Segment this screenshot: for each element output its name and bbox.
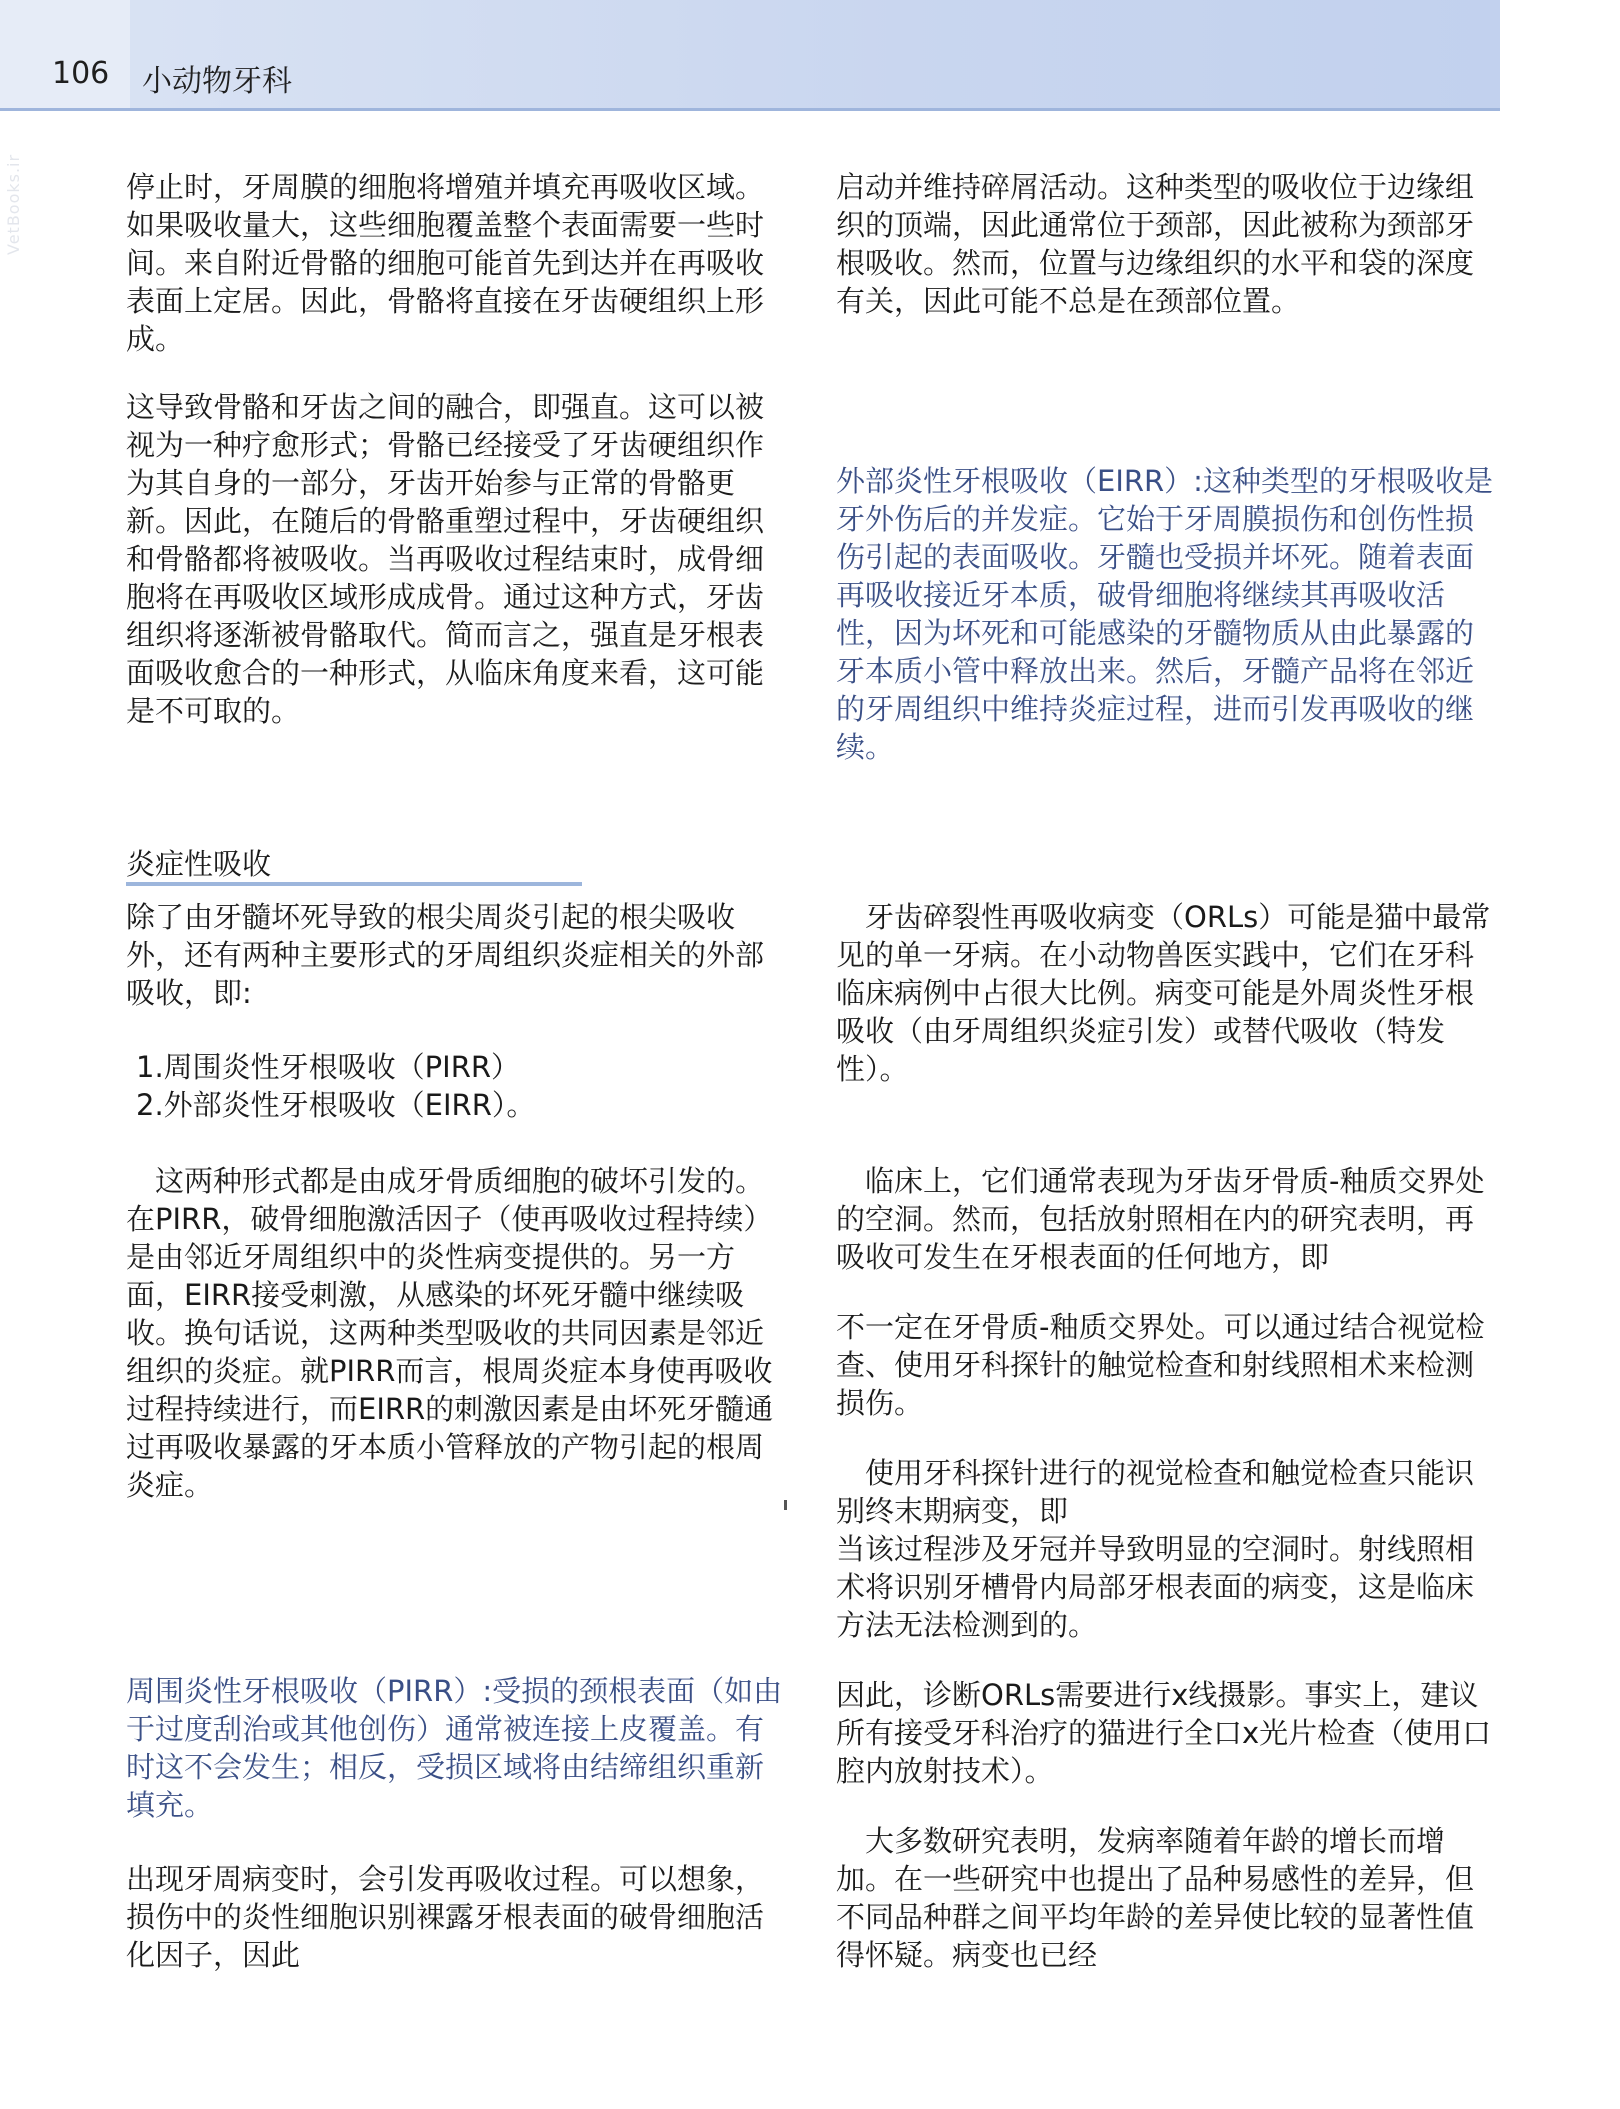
right-p3-text: 牙齿碎裂性再吸收病变（ORLs）可能是猫中最常见的单一牙病。在小动物兽医实践中，它们在牙科临床病例中占很大比例。病变可能是外周炎性牙根吸收（由牙周组织炎症引发）或替代吸收（特发性）。 [836, 900, 1491, 1086]
page-number: 106 [52, 56, 110, 91]
left-paragraph-1 [126, 168, 786, 358]
left-p5-text: 周围炎性牙根吸收（PIRR）:受损的颈根表面（如由于过度刮治或其他创伤）通常被连接上皮覆盖。有时这不会发生；相反，受损区域将由结缔组织重新填充。 [126, 1674, 783, 1822]
right-p4-text: 临床上，它们通常表现为牙齿牙骨质-釉质交界处的空洞。然而，包括放射照相在内的研究表明，再吸收可发生在牙根表面的任何地方，即 [836, 1164, 1485, 1274]
left-paragraph-4 [126, 1162, 786, 1504]
right-p7-text: 因此，诊断ORLs需要进行x线摄影。事实上，建议所有接受牙科治疗的猫进行全口x光片检查（使用口腔内放射技术）。 [836, 1678, 1492, 1788]
running-title: 小动物牙科 [142, 64, 292, 99]
left-paragraph-2 [126, 388, 786, 730]
header-page-tab [0, 0, 130, 108]
right-p6a-text: 使用牙科探针进行的视觉检查和触觉检查只能识别终末期病变，即 [836, 1456, 1475, 1528]
right-paragraph-6a [836, 1454, 1496, 1530]
left-p2-text: 这导致骨骼和牙齿之间的融合，即强直。这可以被视为一种疗愈形式；骨骼已经接受了牙齿硬组织作为其自身的一部分，牙齿开始参与正常的骨骼更新。因此，在随后的骨骼重塑过程中，牙齿硬组织和骨骼都将被吸收。当再吸收过程结束时，成骨细胞将在再吸收区域形成成骨。通过这种方式，牙齿组织将逐渐被骨骼取代。简而言之，强直是牙根表面吸收愈合的一种形式，从临床角度来看，这可能是不可取的。 [126, 390, 765, 728]
left-p4-text: 这两种形式都是由成牙骨质细胞的破坏引发的。在PIRR，破骨细胞激活因子（使再吸收过程持续）是由邻近牙周组织中的炎性病变提供的。另一方面，EIRR接受刺激，从感染的坏死牙髓中继续吸收。换句话说，这两种类型吸收的共同因素是邻近组织的炎症。就PIRR而言，根周炎症本身使再吸收过程持续进行，而EIRR的刺激因素是由坏死牙髓通过再吸收暴露的牙本质小管释放的产物引起的根周炎症。 [126, 1164, 774, 1502]
list-item-1: 1.周围炎性牙根吸收（PIRR） [136, 1050, 521, 1084]
right-p6b-text: 当该过程涉及牙冠并导致明显的空洞时。射线照相术将识别牙槽骨内局部牙根表面的病变，这是临床方法无法检测到的。 [836, 1532, 1475, 1642]
right-paragraph-5 [836, 1308, 1496, 1422]
section-heading-underline [126, 882, 582, 886]
left-p3-text: 除了由牙髓坏死导致的根尖周炎引起的根尖吸收外，还有两种主要形式的牙周组织炎症相关的外部吸收，即: [126, 900, 765, 1010]
right-paragraph-6b [836, 1530, 1496, 1644]
section-heading: 炎症性吸收 [126, 847, 272, 881]
right-paragraph-2-eirr [836, 462, 1496, 766]
left-p1-text: 停止时，牙周膜的细胞将增殖并填充再吸收区域。如果吸收量大，这些细胞覆盖整个表面需要一些时间。来自附近骨骼的细胞可能首先到达并在再吸收表面上定居。因此，骨骼将直接在牙齿硬组织上形成。 [126, 170, 765, 356]
right-paragraph-4 [836, 1162, 1496, 1276]
stray-mark [784, 1500, 787, 1510]
watermark: VetBooks.ir [4, 153, 23, 255]
left-paragraph-5-pirr [126, 1672, 786, 1824]
right-paragraph-7 [836, 1676, 1496, 1790]
left-paragraph-6 [126, 1860, 786, 1974]
list-item-2: 2.外部炎性牙根吸收（EIRR）。 [136, 1088, 536, 1122]
right-p5-text: 不一定在牙骨质-釉质交界处。可以通过结合视觉检查、使用牙科探针的触觉检查和射线照相术来检测损伤。 [836, 1310, 1485, 1420]
resorption-list [126, 1048, 796, 1124]
right-p8-text: 大多数研究表明，发病率随着年龄的增长而增加。在一些研究中也提出了品种易感性的差异，但不同品种群之间平均年龄的差异使比较的显著性值得怀疑。病变也已经 [836, 1824, 1475, 1972]
left-paragraph-3 [126, 898, 786, 1012]
left-p6-text: 出现牙周病变时，会引发再吸收过程。可以想象，损伤中的炎性细胞识别裸露牙根表面的破骨细胞活化因子，因此 [126, 1862, 765, 1972]
right-paragraph-1 [836, 168, 1496, 320]
right-paragraph-8 [836, 1822, 1496, 1974]
right-paragraph-3 [836, 898, 1496, 1088]
right-p2-text: 外部炎性牙根吸收（EIRR）:这种类型的牙根吸收是牙外伤后的并发症。它始于牙周膜损伤和创伤性损伤引起的表面吸收。牙髓也受损并坏死。随着表面再吸收接近牙本质，破骨细胞将继续其再吸收活性，因为坏死和可能感染的牙髓物质从由此暴露的牙本质小管中释放出来。然后，牙髓产品将在邻近的牙周组织中维持炎症过程，进而引发再吸收的继续。 [836, 464, 1493, 764]
right-p1-text: 启动并维持碎屑活动。这种类型的吸收位于边缘组织的顶端，因此通常位于颈部，因此被称为颈部牙根吸收。然而，位置与边缘组织的水平和袋的深度有关，因此可能不总是在颈部位置。 [836, 170, 1475, 318]
